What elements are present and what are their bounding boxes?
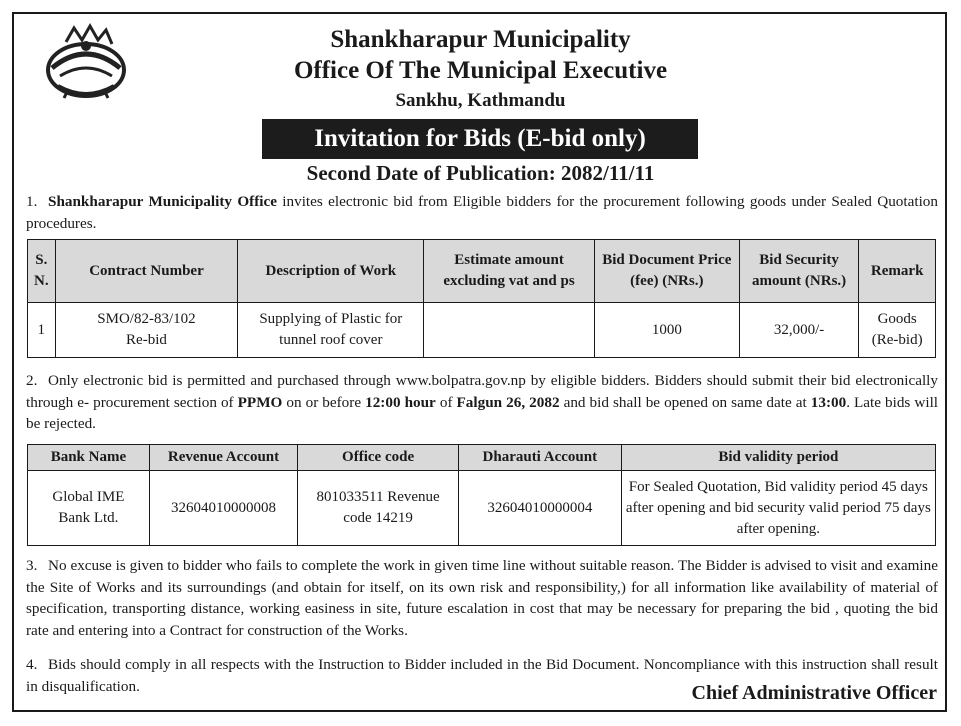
paragraph-3 (26, 555, 938, 641)
office-title: Office Of The Municipal Executive (293, 57, 668, 84)
cell-remark: Goods (Re-bid) (859, 303, 936, 358)
column-header: Bid Document Price (fee) (NRs.) (594, 240, 739, 303)
table-row (28, 471, 936, 546)
paragraph-2: 2. Only electronic bid is permitted and purchased through www.bolpatra.gov.np by eligible bidders. Bidders should submit their bid electronically through e- procurement section of PPMO on or before 12:00 hour of Falgun 26, 2082 and bid shall be opened on same date at 13:00. Late bids will be rejected. (26, 372, 939, 432)
cell-bank: Global IME Bank Ltd. (28, 471, 150, 546)
location: Sankhu, Kathmandu (395, 90, 566, 111)
cell-office-code: 801033511 Revenue code 14219 (298, 471, 459, 546)
org-name: Shankharapur Municipality Office (48, 193, 277, 210)
publication-date: Second Date of Publication: 2082/11/11 (306, 161, 655, 185)
cell-dharauti: 32604010000004 (458, 471, 621, 546)
para-number: 3. (26, 557, 38, 574)
column-header: Estimate amount excluding vat and ps (424, 240, 595, 303)
cell-fee: 1000 (594, 303, 739, 358)
column-header: Remark (859, 240, 936, 303)
org-title: Shankharapur Municipality (330, 26, 631, 53)
para-text: invites electronic bid from Eligible bidders for the procurement following goods under Sealed Quotation procedures. (26, 193, 938, 232)
table-header-row (28, 240, 936, 303)
para-text: No excuse is given to bidder who fails to complete the work in given time line without suitable reason. The Bidder is advised to visit and examine the Site of Works and its surroundings (and obtain for itself, on its own risk and responsibility,) for all information like availability of material of specification, transporting distance, working easiness in site, future escalation in cost that may be necessary for preparing the bid , quoting the bid rate and entering into a Contract for construction of the Works. (26, 557, 938, 639)
column-header: Bid Security amount (NRs.) (739, 240, 859, 303)
column-header: Bid validity period (621, 445, 935, 471)
bid-banner: Invitation for Bids (E-bid only) (262, 119, 698, 159)
column-header: Contract Number (55, 240, 238, 303)
cell-security: 32,000/- (739, 303, 859, 358)
cell-estimate (424, 303, 595, 358)
cell-description: Supplying of Plastic for tunnel roof cover (238, 303, 424, 358)
bank-account-table (27, 444, 936, 546)
column-header: Office code (298, 445, 459, 471)
column-header: Description of Work (238, 240, 424, 303)
table-header-row (28, 445, 936, 471)
paragraph-1 (26, 191, 938, 234)
column-header: S. N. (28, 240, 56, 303)
cell-validity: For Sealed Quotation, Bid validity period 45 days after opening and bid security valid period 75 days after opening. (621, 471, 935, 546)
cell-sn: 1 (28, 303, 56, 358)
para-number: 4. (26, 656, 38, 673)
table-row (28, 303, 936, 358)
column-header: Revenue Account (149, 445, 297, 471)
para-number: 2. (26, 372, 38, 389)
cell-revenue: 32604010000008 (149, 471, 297, 546)
para-text: Bids should comply in all respects with the Instruction to Bidder included in the Bid Document. Noncompliance with this instruction shall result in disqualification. (26, 656, 938, 695)
signature: Chief Administrative Officer (691, 682, 937, 704)
cell-contract: SMO/82-83/102 Re-bid (55, 303, 238, 358)
para-number: 1. (26, 193, 38, 210)
column-header: Bank Name (28, 445, 150, 471)
column-header: Dharauti Account (458, 445, 621, 471)
procurement-table (27, 239, 936, 358)
